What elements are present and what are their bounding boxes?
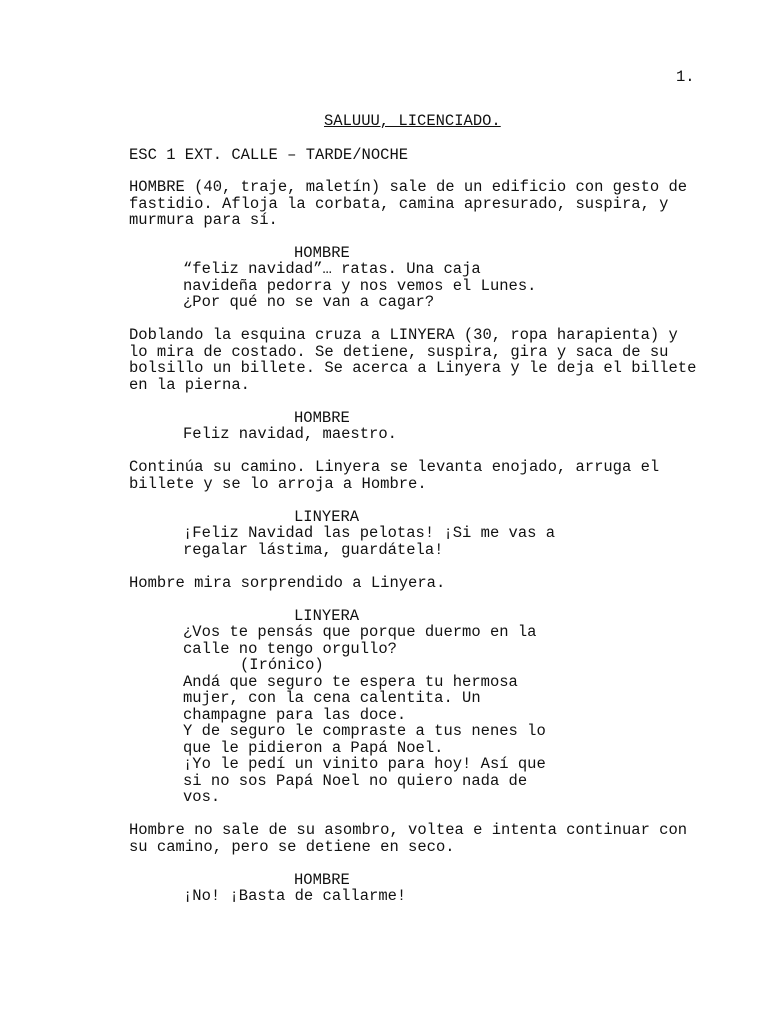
dialogue-line: que le pidieron a Papá Noel. xyxy=(183,739,444,757)
dialogue-line: si no sos Papá Noel no quiero nada de xyxy=(183,772,528,790)
action-line: bolsillo un billete. Se acerca a Linyera y le deja el billete xyxy=(129,359,697,377)
page-number: 1. xyxy=(676,68,695,86)
character-name: HOMBRE xyxy=(294,871,350,889)
dialogue-line: ¡Yo le pedí un vinito para hoy! Así que xyxy=(183,755,546,773)
action-line: su camino, pero se detiene en seco. xyxy=(129,838,455,856)
dialogue-line: ¡No! ¡Basta de callarme! xyxy=(183,887,407,905)
dialogue-line: calle no tengo orgullo? xyxy=(183,640,397,658)
action-line: HOMBRE (40, traje, maletín) sale de un edificio con gesto de xyxy=(129,178,688,196)
dialogue-line: “feliz navidad”… ratas. Una caja xyxy=(183,260,481,278)
dialogue-line: ¡Feliz Navidad las pelotas! ¡Si me vas a xyxy=(183,524,556,542)
character-name: HOMBRE xyxy=(294,409,350,427)
dialogue-line: Y de seguro le compraste a tus nenes lo xyxy=(183,722,546,740)
dialogue-line: Feliz navidad, maestro. xyxy=(183,425,397,443)
dialogue-line: regalar lástima, guardátela! xyxy=(183,541,444,559)
dialogue-line: vos. xyxy=(183,788,221,806)
parenthetical: (Irónico) xyxy=(240,656,324,674)
character-name: LINYERA xyxy=(294,607,360,625)
action-line: Doblando la esquina cruza a LINYERA (30, ropa harapienta) y xyxy=(129,326,678,344)
action-line: billete y se lo arroja a Hombre. xyxy=(129,475,427,493)
character-name: HOMBRE xyxy=(294,244,350,262)
action-line: Hombre mira sorprendido a Linyera. xyxy=(129,574,446,592)
action-line: Hombre no sale de su asombro, voltea e intenta continuar con xyxy=(129,821,688,839)
script-title: SALUUU, LICENCIADO. xyxy=(324,112,501,130)
character-name: LINYERA xyxy=(294,508,360,526)
action-line: lo mira de costado. Se detiene, suspira, gira y saca de su xyxy=(129,343,669,361)
dialogue-line: ¿Por qué no se van a cagar? xyxy=(183,293,435,311)
dialogue-line: mujer, con la cena calentita. Un xyxy=(183,689,481,707)
action-line: murmura para sí. xyxy=(129,211,278,229)
dialogue-line: ¿Vos te pensás que porque duermo en la xyxy=(183,623,537,641)
scene-heading: ESC 1 EXT. CALLE – TARDE/NOCHE xyxy=(129,146,409,164)
action-line: fastidio. Afloja la corbata, camina apresurado, suspira, y xyxy=(129,195,669,213)
dialogue-line: navideña pedorra y nos vemos el Lunes. xyxy=(183,277,537,295)
dialogue-line: Andá que seguro te espera tu hermosa xyxy=(183,673,518,691)
action-line: en la pierna. xyxy=(129,376,250,394)
dialogue-line: champagne para las doce. xyxy=(183,706,407,724)
action-line: Continúa su camino. Linyera se levanta enojado, arruga el xyxy=(129,458,660,476)
